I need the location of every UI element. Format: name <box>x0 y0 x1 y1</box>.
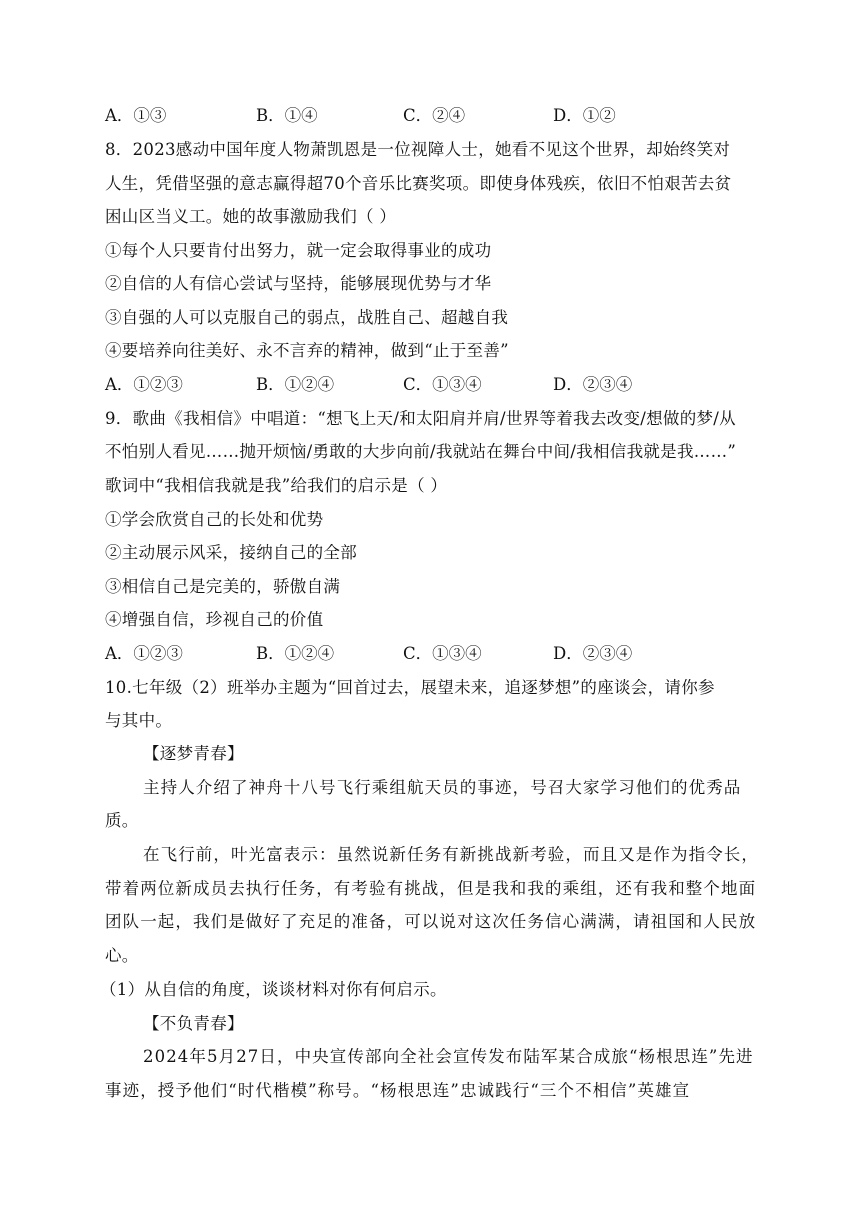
q8-option-b[interactable]: B．①②④ <box>256 375 335 394</box>
q8-option-d[interactable]: D．②③④ <box>553 375 633 394</box>
q9-item-2: ②主动展示风采，接纳自己的全部 <box>105 543 357 562</box>
para2-line-4: 心。 <box>105 946 139 965</box>
q9-stem-line-1: 9．歌曲《我相信》中唱道：“想飞上天/和太阳肩并肩/世界等着我去改变/想做的梦/从 <box>105 409 736 428</box>
q8-item-1: ①每个人只要肯付出努力，就一定会取得事业的成功 <box>105 241 492 260</box>
para1-line-2: 质。 <box>105 811 139 830</box>
q7-option-d[interactable]: D．①② <box>553 106 616 125</box>
q9-stem-line-2: 不怕别人看见……抛开烦恼/勇敢的大步向前/我就站在舞台中间/我相信我就是我……” <box>105 442 737 461</box>
q9-item-4: ④增强自信，珍视自己的价值 <box>105 610 324 629</box>
q9-option-a[interactable]: A．①②③ <box>105 644 183 663</box>
section-title-dream-youth: 【逐梦青春】 <box>143 744 244 763</box>
q8-option-a[interactable]: A．①②③ <box>105 375 183 394</box>
q8-item-2: ②自信的人有信心尝试与坚持，能够展现优势与才华 <box>105 274 492 293</box>
para2-line-2: 带着两位新成员去执行任务，有考验有挑战，但是我和我的乘组，还有我和整个地面 <box>105 879 757 898</box>
q9-option-b[interactable]: B．①②④ <box>256 644 335 663</box>
q9-option-c[interactable]: C．①③④ <box>403 644 482 663</box>
q8-stem-line-3: 困山区当义工。她的故事激励我们（ ） <box>105 207 397 226</box>
q9-item-1: ①学会欣赏自己的长处和优势 <box>105 510 324 529</box>
q8-options <box>105 374 745 396</box>
q8-option-c[interactable]: C．①③④ <box>403 375 482 394</box>
para2-line-1: 在飞行前，叶光富表示：虽然说新任务有新挑战新考验，而且又是作为指令长， <box>143 845 759 864</box>
para1-line-1: 主持人介绍了神舟十八号飞行乘组航天员的事迹，号召大家学习他们的优秀品 <box>143 778 742 797</box>
sub-question-1: （1）从自信的角度，谈谈材料对你有何启示。 <box>100 980 447 999</box>
q8-item-4: ④要培养向往美好、永不言弃的精神，做到“止于至善” <box>105 341 509 360</box>
section-title-live-up-youth: 【不负青春】 <box>143 1014 244 1033</box>
q7-option-c[interactable]: C．②④ <box>403 106 466 125</box>
q7-option-a[interactable]: A．①③ <box>105 106 167 125</box>
q8-stem-line-1: 8．2023感动中国年度人物萧凯恩是一位视障人士，她看不见这个世界，却始终笑对 <box>105 140 731 159</box>
q9-stem-line-3: 歌词中“我相信我就是我”给我们的启示是（ ） <box>105 476 448 495</box>
q7-option-b[interactable]: B．①④ <box>256 106 318 125</box>
para3-line-2: 事迹，授予他们“时代楷模”称号。“杨根思连”忠诚践行“三个不相信”英雄宣 <box>105 1081 691 1100</box>
para2-line-3: 团队一起，我们是做好了充足的准备，可以说对这次任务信心满满，请祖国和人民放 <box>105 912 757 931</box>
q8-item-3: ③自强的人可以克服自己的弱点，战胜自己、超越自我 <box>105 308 509 327</box>
q7-options <box>105 105 745 127</box>
q10-stem-line-1: 10.七年级（2）班举办主题为“回首过去，展望未来，追逐梦想”的座谈会，请你参 <box>105 678 715 697</box>
q9-item-3: ③相信自己是完美的，骄傲自满 <box>105 577 341 596</box>
q9-options <box>105 643 745 665</box>
q10-stem-line-2: 与其中。 <box>105 711 173 730</box>
q8-stem-line-2: 人生，凭借坚强的意志赢得超70个音乐比赛奖项。即使身体残疾，依旧不怕艰苦去贫 <box>105 174 732 193</box>
para3-line-1: 2024年5月27日，中央宣传部向全社会宣传发布陆军某合成旅“杨根思连”先进 <box>143 1047 754 1066</box>
q9-option-d[interactable]: D．②③④ <box>553 644 633 663</box>
